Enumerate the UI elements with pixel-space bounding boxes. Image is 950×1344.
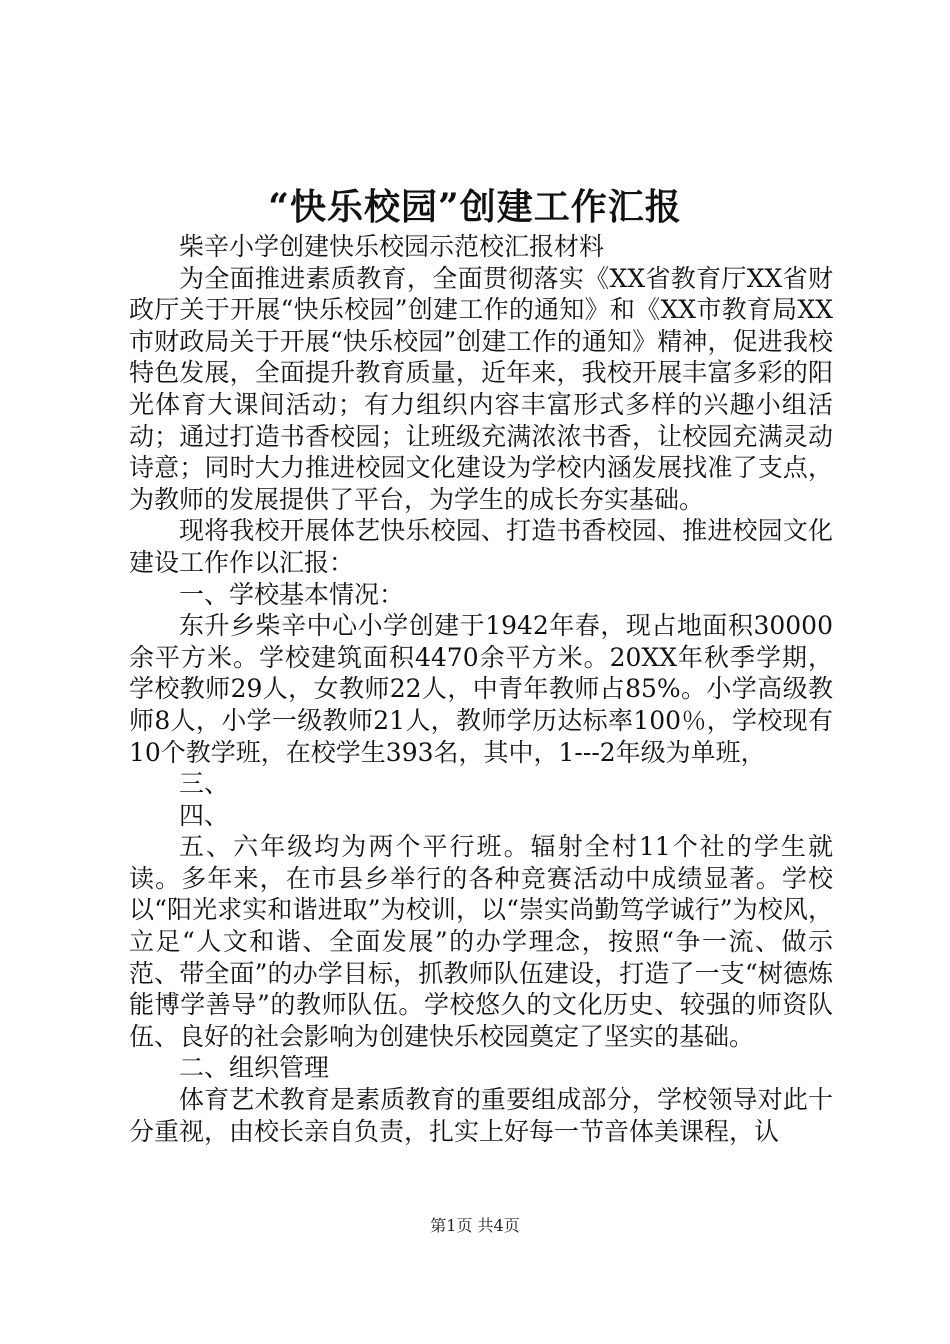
paragraph-management: 体育艺术教育是素质教育的重要组成部分，学校领导对此十分重视，由校长亲自负责，扎实上好每一节音体美课程，认 [129,1085,833,1146]
section-heading-management: 二、组织管理 [179,1053,330,1083]
paragraph-subtitle: 柴辛小学创建快乐校园示范校汇报材料 [179,232,605,261]
paragraph-intro: 为全面推进素质教育，全面贯彻落实《XX省教育厅XX省财政厅关于开展“快乐校园”创建工作的通知》和《XX市教育局XX市财政局关于开展“快乐校园”创建工作的通知》精神，促进我校特色发展，全面提升教育质量，近年来，我校开展丰富多彩的阳光体育大课间活动；有力组织内容丰富形式多样的兴趣小组活动；通过打造书香校园；让班级充满浓浓书香，让校园充满灵动诗意；同时大力推进校园文化建设为学校内涵发展找准了支点，为教师的发展提供了平台，为学生的成长夯实基础。 [129,263,833,514]
paragraph-item-four: 四、 [179,800,230,830]
paragraph-school-info: 东升乡柴辛中心小学创建于1942年春，现占地面积30000余平方米。学校建筑面积4470余平方米。20XX年秋季学期，学校教师29人，女教师22人，中青年教师占85%。小学高级教师8人，小学一级教师21人，教师学历达标率100％，学校现有10个教学班，在校学生393名，其中，1---2年级为单班， [129,611,833,767]
document-body [129,231,833,1147]
page-number-footer: 第1页 共4页 [430,1216,520,1235]
paragraph-report-scope: 现将我校开展体艺快乐校园、打造书香校园、推进校园文化建设工作作以汇报： [129,516,833,577]
section-heading-basic-info: 一、学校基本情况： [179,579,405,609]
paragraph-school-achievements: 五、六年级均为两个平行班。辐射全村11个社的学生就读。多年来，在市县乡举行的各种竞赛活动中成绩显著。学校以“阳光求实和谐进取”为校训，以“崇实尚勤笃学诚行”为校风，立足“人文和谐、全面发展”的办学理念，按照“争一流、做示范、带全面”的办学目标，抓教师队伍建设，打造了一支“树德炼能博学善导”的教师队伍。学校悠久的文化历史、较强的师资队伍、良好的社会影响为创建快乐校园奠定了坚实的基础。 [129,832,833,1051]
document-title: “快乐校园”创建工作汇报 [268,186,682,228]
paragraph-item-three: 三、 [179,769,230,799]
